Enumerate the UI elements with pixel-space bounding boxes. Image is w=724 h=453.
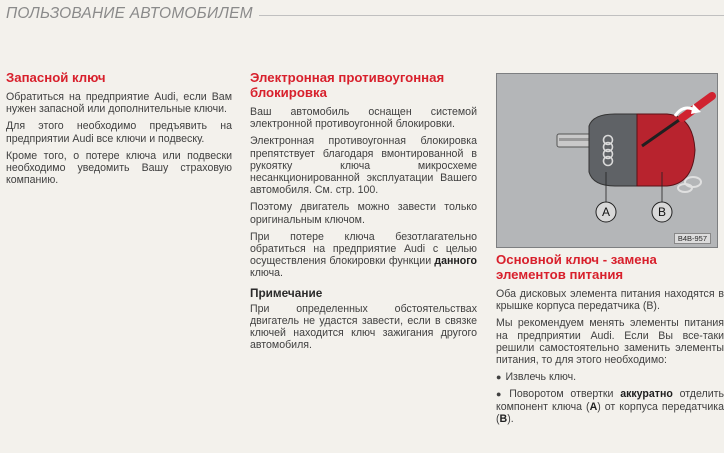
step2-part-c: ) от корпуса передатчика (: [496, 400, 724, 425]
step2-part-a: Поворотом отвертки: [509, 388, 621, 401]
immobilizer-paragraph-4: [250, 231, 477, 280]
battery-paragraph-1: Оба дисковых элемента питания находятся в крышке корпуса передатчика (B).: [496, 288, 724, 313]
callout-a-label: A: [601, 205, 611, 219]
battery-step-2: [496, 388, 724, 425]
immobilizer-paragraph-1: Ваш автомобиль оснащен системой электронной противоугонной блокировки.: [250, 106, 477, 131]
step2-bold-3: В: [499, 412, 508, 425]
immobilizer-p4-part-b: ключа.: [250, 267, 284, 280]
key-ring-icon: [685, 177, 701, 187]
figure-code: B4B-957: [674, 233, 711, 244]
battery-step-1: ● Извлечь ключ.: [496, 371, 724, 383]
key-illustration: [496, 73, 718, 248]
spare-key-section: [6, 70, 232, 191]
immobilizer-paragraph-3: Поэтому двигатель можно завести только оригинальным ключом.: [250, 201, 477, 226]
battery-paragraph-2: Мы рекомендуем менять элементы питания на предприятии Audi. Если Вы все-таки решили самостоятельно заменить элементы питания, то для этого необходимо:: [496, 317, 724, 367]
key-component-a-icon: [589, 114, 637, 186]
step2-part-b: отделить компонент ключа (: [496, 388, 724, 413]
immobilizer-section: [250, 70, 477, 356]
step2-bold-2: А: [589, 400, 598, 413]
spare-key-paragraph-1: Обратиться на предприятие Audi, если Вам нужен запасной или дополнительные ключи.: [6, 91, 232, 116]
spare-key-paragraph-3: Кроме того, о потере ключа или подвески необходимо уведомить Вашу страховую компанию.: [6, 149, 232, 187]
step2-bold-1: аккуратно: [620, 388, 673, 401]
section-title: ПОЛЬЗОВАНИЕ АВТОМОБИЛЕМ: [6, 5, 253, 22]
note-paragraph: При определенных обстоятельствах двигатель не удастся завести, если в связке ключей находится ключ зажигания другого автомобиля.: [250, 302, 477, 352]
callout-b-label: B: [657, 205, 667, 219]
spare-key-heading: Запасной ключ: [6, 70, 106, 85]
immobilizer-heading: Электронная противоугонная блокировка: [250, 70, 445, 100]
immobilizer-paragraph-2: Электронная противоугонная блокировка препятствует благодаря вмонтированной в рукоятку ключа микросхеме несанкционированной эксплуатации Вашего автомобиля. См. стр. 100.: [250, 135, 477, 197]
key-drawing: [497, 74, 717, 247]
immobilizer-p4-bold: данного: [434, 255, 477, 268]
immobilizer-p4-part-a: При потере ключа безотлагательно обратиться на предприятие Audi с целью осуществления блокировки функции: [250, 230, 477, 268]
battery-heading: Основной ключ - замена элементов питания: [496, 252, 657, 282]
step2-part-d: ).: [507, 412, 514, 425]
note-heading: Примечание: [250, 285, 323, 300]
page-header: [6, 2, 724, 26]
key-blade-groove-icon: [559, 138, 589, 141]
header-divider: [259, 15, 724, 16]
battery-section: [496, 252, 724, 430]
transmitter-housing-b-icon: [637, 114, 695, 186]
spare-key-paragraph-2: Для этого необходимо предъявить на предприятии Audi все ключи и подвеску.: [6, 120, 232, 145]
